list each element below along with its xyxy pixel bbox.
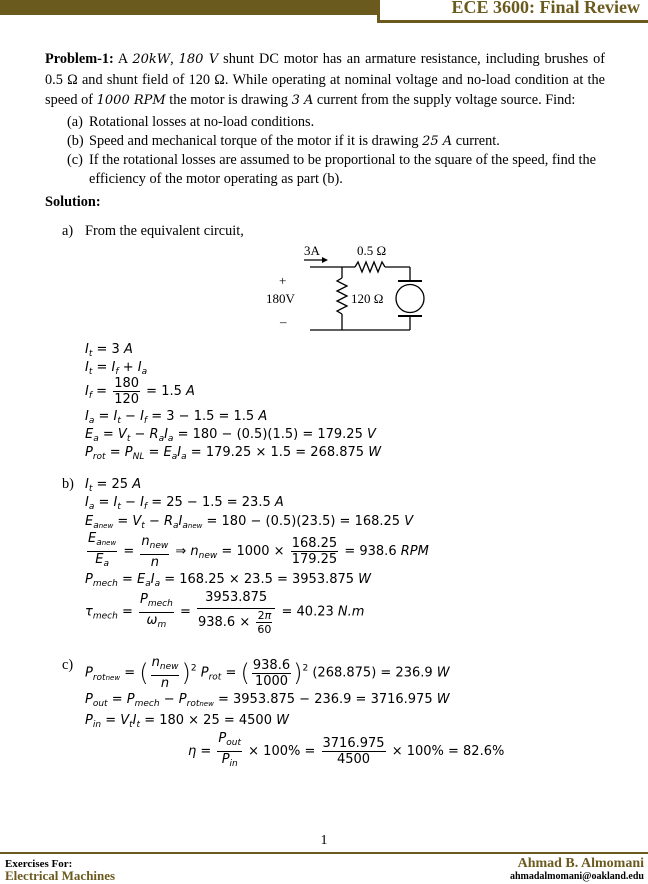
part-c [67,151,607,189]
problem-power: 20kW [132,52,171,67]
problem-label: Problem-1: [45,51,114,67]
problem-text-2: , [170,51,179,67]
fraction: $\frac{n_{new}}{n}$ [141,533,169,570]
fraction: $\frac{P_{mech}}{\omega_m}$ [139,591,173,630]
section-b-label: b) [62,476,74,492]
circuit-voltage-label: 180V [266,291,295,306]
section-a-label: a) [62,223,74,239]
part-text: current. [452,133,500,149]
part-a [67,113,607,132]
equation-a5: $E_a = V_t - R_aI_a = 180 - (0.5)(1.5) = 179.25$ V [85,427,376,444]
fraction: $\frac{3716.975}{4500}$ [322,736,385,767]
fraction: $\frac{P_{out}}{P_{in}}$ [218,731,242,769]
equation-b5: $P_{mech} = E_aI_a = 168.25 \times 23.5 = 3953.875$ W [85,572,372,589]
equation-a3: $I_f$ = $\frac{180}{120}$ = 1.5 A [85,376,195,407]
problem-text-5: current from the supply voltage source. Find: [313,92,576,108]
fraction: $\frac{180}{120}$ [114,376,140,407]
circuit-plus-sign: + [279,273,287,288]
fraction: $\frac{938.6}{1000}$ [252,657,291,689]
part-b [67,132,607,151]
fraction: 3953.875 938.6 × $\frac{2\pi}{60}$ [197,588,275,636]
problem-statement [45,49,605,111]
equation-a1: $I_t = 3$ A [85,342,133,359]
problem-text-4: the motor is drawing [165,92,292,108]
equation-c4: η = $\frac{P_{out}}{P_{in}}$ × 100% = $\frac{3716.975}{4500}$ × 100% = 82.6% [188,731,504,772]
part-label: (b) [67,133,84,149]
fraction: $\frac{n_{new}}{n}$ [151,655,179,691]
footer-email: ahmadalmomani@oakland.edu [509,871,644,882]
problem-text-3: shunt DC motor has an armature resistance, including brushes of 0.5 Ω and shunt field of 120 Ω. While operating at nominal voltage and no-load condition at the speed of [45,51,605,108]
fraction: $\frac{168.25}{179.25}$ [291,536,338,567]
equation-b2: $I_a = I_t - I_f = 25 - 1.5 = 23.5$ A [85,495,284,512]
circuit-current-label: 3A [304,243,320,258]
circuit-minus-sign: – [280,314,287,329]
equation-a2: $I_t = I_f + I_a$ [85,360,148,377]
footer-left-line2: Electrical Machines [5,868,116,883]
section-a-intro: From the equivalent circuit, [85,223,244,239]
problem-speed: 1000 RPM [96,93,166,108]
header-title-box [377,0,648,23]
footer-divider [0,852,648,854]
solution-label: Solution: [45,194,101,210]
equation-c2: $P_{out} = P_{mech} - P_{rotnew} = 3953.875 - 236.9 = 3716.975$ W [85,692,450,709]
page-title: ECE 3600: Final Review [451,0,640,17]
part-label: (a) [67,114,83,130]
circuit-armature-resistance-label: 0.5 Ω [357,243,387,258]
fraction: $\frac{E_{anew}}{E_a}$ [88,531,117,569]
equation-a6: $P_{rot} = P_{NL} = E_aI_a = 179.25 \times 1.5 = 268.875$ W [85,445,382,462]
section-c-label: c) [62,657,74,673]
equation-b3: $E_{anew} = V_t - R_aI_{anew} = 180 - (0.5)(23.5) = 168.25$ V [85,514,414,531]
footer-left-line1: Exercises For: [5,858,73,870]
equation-c3: $P_{in} = V_tI_t = 180 \times 25 = 4500$ W [85,713,289,730]
part-text: Rotational losses at no-load conditions. [89,114,315,130]
circuit-field-resistance-label: 120 Ω [351,291,384,306]
part-text: If the rotational losses are assumed to be proportional to the square of the speed, find the efficiency of the motor operating as part (b). [89,152,596,187]
equation-c1: $P_{rotnew}$ = ( $\frac{n_{new}}{n}$ )$^2$ $P_{rot}$ = ( $\frac{938.6}{1000}$ )$^2$ (268.875) = 236.9 W [85,655,450,691]
equation-b6: $\tau_{mech}$ = $\frac{P_{mech}}{\omega_m}$ = 3953.875 938.6 × $\frac{2\pi}{60}$ = 40.23 N.m [85,590,365,636]
equation-b1: $I_t = 25$ A [85,477,142,494]
page-number: 1 [320,833,328,848]
problem-parts [67,113,607,189]
equation-b4: $\frac{E_{anew}}{E_a}$ = $\frac{n_{new}}{n}$ ⇒ $n_{new} = 1000$ × $\frac{168.25}{179.25}$ = 938.6 RPM [85,531,429,572]
footer-author: Ahmad B. Almomani [517,856,644,871]
equation-a4: $I_a = I_t - I_f = 3 - 1.5 = 1.5$ A [85,409,268,426]
part-text: Speed and mechanical torque of the motor if it is drawing [89,133,423,149]
problem-current: 3 A [291,93,314,108]
part-label: (c) [67,152,83,168]
part-value: 25 A [422,134,453,149]
equivalent-circuit [260,240,440,345]
problem-text-1: A [113,51,133,67]
problem-voltage: 180 V [178,52,219,67]
